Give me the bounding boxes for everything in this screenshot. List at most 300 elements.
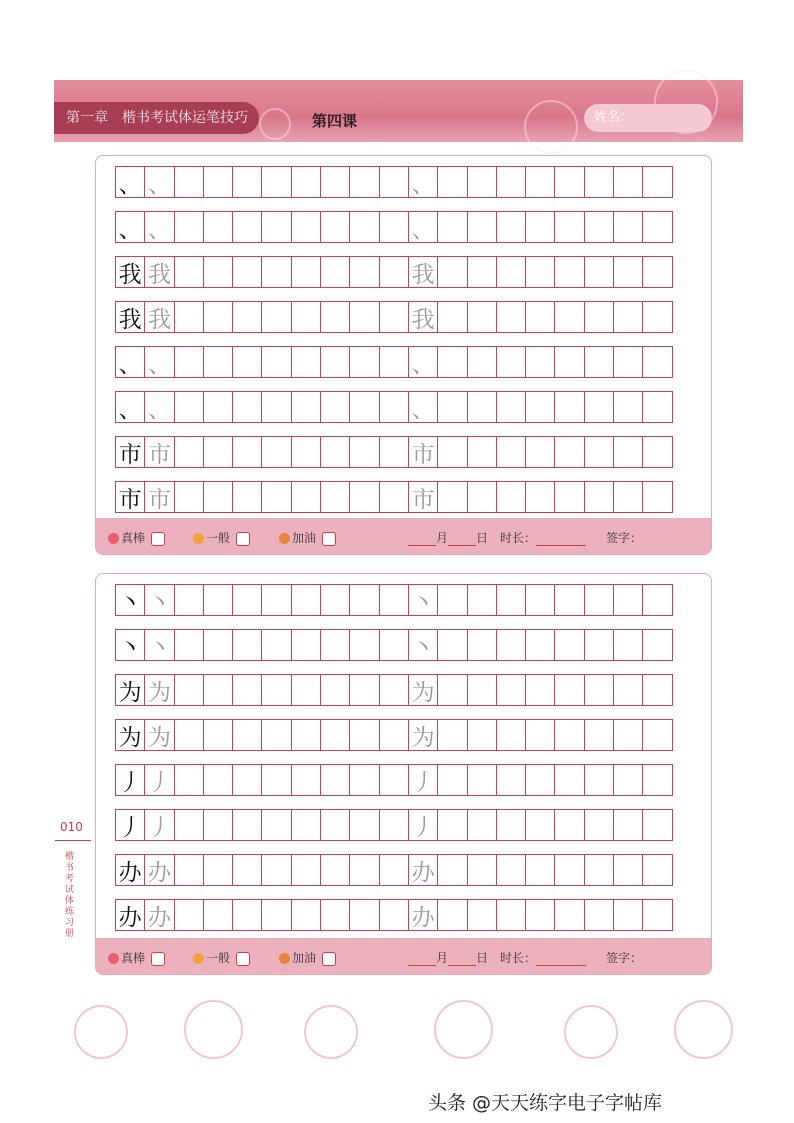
- grid-cell[interactable]: [584, 256, 614, 288]
- grid-cell[interactable]: [349, 899, 379, 931]
- trace-character[interactable]: 为: [408, 719, 438, 751]
- grid-cell[interactable]: [261, 899, 291, 931]
- grid-cell[interactable]: [174, 481, 204, 513]
- grid-cell[interactable]: [291, 346, 321, 378]
- grid-cell[interactable]: [379, 301, 409, 333]
- grid-cell[interactable]: [232, 211, 262, 243]
- grid-cell[interactable]: [613, 629, 643, 661]
- grid-cell[interactable]: [642, 674, 672, 706]
- trace-character[interactable]: 、: [144, 166, 174, 198]
- grid-cell[interactable]: [642, 301, 672, 333]
- grid-cell[interactable]: [554, 166, 584, 198]
- grid-cell[interactable]: [525, 301, 555, 333]
- grid-cell[interactable]: [349, 629, 379, 661]
- rating-more-checkbox[interactable]: [322, 952, 336, 966]
- grid-cell[interactable]: [554, 256, 584, 288]
- grid-cell[interactable]: [467, 809, 497, 841]
- trace-character[interactable]: 丿: [408, 764, 438, 796]
- trace-character[interactable]: 、: [144, 346, 174, 378]
- grid-cell[interactable]: [174, 166, 204, 198]
- grid-cell[interactable]: [642, 629, 672, 661]
- grid-cell[interactable]: [203, 436, 233, 468]
- grid-cell[interactable]: [232, 436, 262, 468]
- grid-cell[interactable]: [349, 391, 379, 423]
- grid-cell[interactable]: [554, 629, 584, 661]
- grid-cell[interactable]: [261, 391, 291, 423]
- grid-cell[interactable]: [261, 854, 291, 886]
- grid-cell[interactable]: [554, 584, 584, 616]
- grid-cell[interactable]: [291, 674, 321, 706]
- grid-cell[interactable]: [261, 301, 291, 333]
- grid-cell[interactable]: [261, 674, 291, 706]
- grid-cell[interactable]: [320, 854, 350, 886]
- trace-character[interactable]: 我: [144, 301, 174, 333]
- grid-cell[interactable]: [174, 764, 204, 796]
- grid-cell[interactable]: [613, 211, 643, 243]
- trace-character[interactable]: 丿: [408, 809, 438, 841]
- grid-cell[interactable]: [584, 346, 614, 378]
- grid-cell[interactable]: [232, 481, 262, 513]
- grid-cell[interactable]: [642, 211, 672, 243]
- model-character[interactable]: 市: [115, 436, 145, 468]
- trace-character[interactable]: 办: [144, 854, 174, 886]
- grid-cell[interactable]: [379, 719, 409, 751]
- grid-cell[interactable]: [496, 584, 526, 616]
- duration-field[interactable]: [536, 545, 586, 546]
- grid-cell[interactable]: [437, 629, 467, 661]
- grid-cell[interactable]: [642, 854, 672, 886]
- grid-cell[interactable]: [584, 584, 614, 616]
- grid-cell[interactable]: [554, 301, 584, 333]
- grid-cell[interactable]: [525, 256, 555, 288]
- grid-cell[interactable]: [232, 301, 262, 333]
- grid-cell[interactable]: [554, 391, 584, 423]
- grid-cell[interactable]: [320, 256, 350, 288]
- grid-cell[interactable]: [349, 809, 379, 841]
- grid-cell[interactable]: [174, 391, 204, 423]
- grid-cell[interactable]: [174, 346, 204, 378]
- grid-cell[interactable]: [525, 899, 555, 931]
- grid-cell[interactable]: [379, 899, 409, 931]
- grid-cell[interactable]: [349, 584, 379, 616]
- trace-character[interactable]: 市: [144, 436, 174, 468]
- grid-cell[interactable]: [437, 256, 467, 288]
- grid-cell[interactable]: [320, 719, 350, 751]
- grid-cell[interactable]: [232, 391, 262, 423]
- grid-cell[interactable]: [613, 719, 643, 751]
- trace-character[interactable]: 丿: [144, 809, 174, 841]
- grid-cell[interactable]: [232, 809, 262, 841]
- model-character[interactable]: 为: [115, 719, 145, 751]
- grid-cell[interactable]: [584, 211, 614, 243]
- model-character[interactable]: 办: [115, 899, 145, 931]
- grid-cell[interactable]: [291, 166, 321, 198]
- grid-cell[interactable]: [642, 391, 672, 423]
- rating-great-checkbox[interactable]: [151, 952, 165, 966]
- grid-cell[interactable]: [291, 899, 321, 931]
- grid-cell[interactable]: [261, 436, 291, 468]
- grid-cell[interactable]: [349, 854, 379, 886]
- grid-cell[interactable]: [613, 764, 643, 796]
- day-field[interactable]: [448, 965, 476, 966]
- grid-cell[interactable]: [437, 391, 467, 423]
- grid-cell[interactable]: [642, 256, 672, 288]
- grid-cell[interactable]: [261, 166, 291, 198]
- model-character[interactable]: 丶: [115, 584, 145, 616]
- grid-cell[interactable]: [261, 346, 291, 378]
- grid-cell[interactable]: [467, 584, 497, 616]
- grid-cell[interactable]: [291, 809, 321, 841]
- grid-cell[interactable]: [291, 301, 321, 333]
- trace-character[interactable]: 丶: [408, 584, 438, 616]
- grid-cell[interactable]: [496, 719, 526, 751]
- grid-cell[interactable]: [320, 899, 350, 931]
- grid-cell[interactable]: [320, 584, 350, 616]
- grid-cell[interactable]: [320, 629, 350, 661]
- grid-cell[interactable]: [525, 346, 555, 378]
- grid-cell[interactable]: [437, 301, 467, 333]
- grid-cell[interactable]: [467, 166, 497, 198]
- grid-cell[interactable]: [642, 584, 672, 616]
- grid-cell[interactable]: [437, 211, 467, 243]
- grid-cell[interactable]: [437, 436, 467, 468]
- grid-cell[interactable]: [613, 809, 643, 841]
- grid-cell[interactable]: [379, 256, 409, 288]
- grid-cell[interactable]: [613, 256, 643, 288]
- grid-cell[interactable]: [584, 481, 614, 513]
- grid-cell[interactable]: [467, 674, 497, 706]
- rating-ok-checkbox[interactable]: [236, 952, 250, 966]
- grid-cell[interactable]: [174, 629, 204, 661]
- grid-cell[interactable]: [525, 391, 555, 423]
- grid-cell[interactable]: [232, 899, 262, 931]
- grid-cell[interactable]: [203, 719, 233, 751]
- grid-cell[interactable]: [642, 346, 672, 378]
- grid-cell[interactable]: [203, 301, 233, 333]
- grid-cell[interactable]: [467, 719, 497, 751]
- grid-cell[interactable]: [584, 809, 614, 841]
- grid-cell[interactable]: [232, 854, 262, 886]
- grid-cell[interactable]: [584, 629, 614, 661]
- grid-cell[interactable]: [496, 391, 526, 423]
- grid-cell[interactable]: [613, 481, 643, 513]
- grid-cell[interactable]: [261, 809, 291, 841]
- grid-cell[interactable]: [379, 481, 409, 513]
- grid-cell[interactable]: [232, 719, 262, 751]
- grid-cell[interactable]: [525, 436, 555, 468]
- grid-cell[interactable]: [496, 764, 526, 796]
- trace-character[interactable]: 办: [144, 899, 174, 931]
- grid-cell[interactable]: [437, 854, 467, 886]
- grid-cell[interactable]: [379, 391, 409, 423]
- month-field[interactable]: [408, 965, 436, 966]
- grid-cell[interactable]: [437, 166, 467, 198]
- trace-character[interactable]: 丶: [408, 629, 438, 661]
- grid-cell[interactable]: [261, 719, 291, 751]
- grid-cell[interactable]: [525, 211, 555, 243]
- grid-cell[interactable]: [525, 481, 555, 513]
- grid-cell[interactable]: [613, 301, 643, 333]
- grid-cell[interactable]: [174, 719, 204, 751]
- grid-cell[interactable]: [642, 899, 672, 931]
- grid-cell[interactable]: [203, 854, 233, 886]
- grid-cell[interactable]: [291, 481, 321, 513]
- grid-cell[interactable]: [467, 256, 497, 288]
- grid-cell[interactable]: [379, 629, 409, 661]
- grid-cell[interactable]: [525, 584, 555, 616]
- grid-cell[interactable]: [525, 809, 555, 841]
- grid-cell[interactable]: [613, 854, 643, 886]
- trace-character[interactable]: 为: [408, 674, 438, 706]
- trace-character[interactable]: 为: [144, 674, 174, 706]
- trace-character[interactable]: 办: [408, 899, 438, 931]
- grid-cell[interactable]: [613, 166, 643, 198]
- grid-cell[interactable]: [437, 719, 467, 751]
- grid-cell[interactable]: [525, 719, 555, 751]
- grid-cell[interactable]: [496, 346, 526, 378]
- grid-cell[interactable]: [379, 211, 409, 243]
- grid-cell[interactable]: [349, 346, 379, 378]
- model-character[interactable]: 、: [115, 166, 145, 198]
- grid-cell[interactable]: [349, 764, 379, 796]
- trace-character[interactable]: 、: [144, 391, 174, 423]
- grid-cell[interactable]: [320, 674, 350, 706]
- grid-cell[interactable]: [174, 256, 204, 288]
- grid-cell[interactable]: [613, 436, 643, 468]
- grid-cell[interactable]: [203, 674, 233, 706]
- grid-cell[interactable]: [320, 301, 350, 333]
- grid-cell[interactable]: [320, 166, 350, 198]
- grid-cell[interactable]: [554, 854, 584, 886]
- grid-cell[interactable]: [261, 481, 291, 513]
- grid-cell[interactable]: [437, 346, 467, 378]
- grid-cell[interactable]: [174, 809, 204, 841]
- grid-cell[interactable]: [554, 899, 584, 931]
- grid-cell[interactable]: [554, 719, 584, 751]
- grid-cell[interactable]: [584, 719, 614, 751]
- grid-cell[interactable]: [437, 674, 467, 706]
- trace-character[interactable]: 办: [408, 854, 438, 886]
- grid-cell[interactable]: [496, 481, 526, 513]
- grid-cell[interactable]: [379, 764, 409, 796]
- rating-more-checkbox[interactable]: [322, 532, 336, 546]
- grid-cell[interactable]: [203, 584, 233, 616]
- grid-cell[interactable]: [349, 301, 379, 333]
- grid-cell[interactable]: [261, 764, 291, 796]
- grid-cell[interactable]: [174, 301, 204, 333]
- trace-character[interactable]: 市: [408, 481, 438, 513]
- grid-cell[interactable]: [525, 854, 555, 886]
- grid-cell[interactable]: [379, 436, 409, 468]
- grid-cell[interactable]: [232, 584, 262, 616]
- grid-cell[interactable]: [203, 764, 233, 796]
- grid-cell[interactable]: [584, 301, 614, 333]
- grid-cell[interactable]: [496, 211, 526, 243]
- grid-cell[interactable]: [379, 346, 409, 378]
- grid-cell[interactable]: [291, 854, 321, 886]
- model-character[interactable]: 为: [115, 674, 145, 706]
- grid-cell[interactable]: [320, 436, 350, 468]
- trace-character[interactable]: 市: [408, 436, 438, 468]
- grid-cell[interactable]: [613, 391, 643, 423]
- grid-cell[interactable]: [261, 629, 291, 661]
- grid-cell[interactable]: [642, 436, 672, 468]
- grid-cell[interactable]: [496, 899, 526, 931]
- grid-cell[interactable]: [379, 674, 409, 706]
- model-character[interactable]: 市: [115, 481, 145, 513]
- grid-cell[interactable]: [349, 674, 379, 706]
- trace-character[interactable]: 、: [144, 211, 174, 243]
- grid-cell[interactable]: [496, 256, 526, 288]
- grid-cell[interactable]: [496, 629, 526, 661]
- grid-cell[interactable]: [437, 899, 467, 931]
- grid-cell[interactable]: [291, 256, 321, 288]
- day-field[interactable]: [448, 545, 476, 546]
- grid-cell[interactable]: [525, 629, 555, 661]
- grid-cell[interactable]: [320, 211, 350, 243]
- grid-cell[interactable]: [379, 809, 409, 841]
- model-character[interactable]: 、: [115, 346, 145, 378]
- grid-cell[interactable]: [496, 436, 526, 468]
- grid-cell[interactable]: [232, 629, 262, 661]
- grid-cell[interactable]: [467, 301, 497, 333]
- grid-cell[interactable]: [261, 256, 291, 288]
- grid-cell[interactable]: [232, 256, 262, 288]
- grid-cell[interactable]: [261, 584, 291, 616]
- grid-cell[interactable]: [467, 211, 497, 243]
- grid-cell[interactable]: [203, 211, 233, 243]
- grid-cell[interactable]: [525, 674, 555, 706]
- grid-cell[interactable]: [554, 674, 584, 706]
- grid-cell[interactable]: [554, 481, 584, 513]
- trace-character[interactable]: 我: [408, 256, 438, 288]
- grid-cell[interactable]: [174, 674, 204, 706]
- grid-cell[interactable]: [496, 674, 526, 706]
- grid-cell[interactable]: [554, 436, 584, 468]
- grid-cell[interactable]: [437, 584, 467, 616]
- grid-cell[interactable]: [232, 674, 262, 706]
- grid-cell[interactable]: [349, 211, 379, 243]
- model-character[interactable]: 办: [115, 854, 145, 886]
- grid-cell[interactable]: [642, 719, 672, 751]
- grid-cell[interactable]: [232, 764, 262, 796]
- grid-cell[interactable]: [203, 899, 233, 931]
- grid-cell[interactable]: [203, 629, 233, 661]
- grid-cell[interactable]: [554, 211, 584, 243]
- grid-cell[interactable]: [203, 481, 233, 513]
- grid-cell[interactable]: [525, 166, 555, 198]
- model-character[interactable]: 丿: [115, 764, 145, 796]
- grid-cell[interactable]: [437, 481, 467, 513]
- model-character[interactable]: 我: [115, 256, 145, 288]
- grid-cell[interactable]: [467, 391, 497, 423]
- grid-cell[interactable]: [496, 809, 526, 841]
- grid-cell[interactable]: [349, 481, 379, 513]
- grid-cell[interactable]: [467, 764, 497, 796]
- grid-cell[interactable]: [203, 256, 233, 288]
- grid-cell[interactable]: [584, 674, 614, 706]
- model-character[interactable]: 、: [115, 391, 145, 423]
- grid-cell[interactable]: [584, 166, 614, 198]
- model-character[interactable]: 我: [115, 301, 145, 333]
- grid-cell[interactable]: [437, 764, 467, 796]
- trace-character[interactable]: 丿: [144, 764, 174, 796]
- grid-cell[interactable]: [379, 854, 409, 886]
- grid-cell[interactable]: [349, 256, 379, 288]
- month-field[interactable]: [408, 545, 436, 546]
- grid-cell[interactable]: [613, 584, 643, 616]
- trace-character[interactable]: 、: [408, 211, 438, 243]
- grid-cell[interactable]: [467, 629, 497, 661]
- trace-character[interactable]: 市: [144, 481, 174, 513]
- grid-cell[interactable]: [642, 809, 672, 841]
- grid-cell[interactable]: [437, 809, 467, 841]
- grid-cell[interactable]: [320, 346, 350, 378]
- grid-cell[interactable]: [232, 166, 262, 198]
- trace-character[interactable]: 丶: [144, 629, 174, 661]
- grid-cell[interactable]: [291, 391, 321, 423]
- grid-cell[interactable]: [174, 854, 204, 886]
- grid-cell[interactable]: [584, 391, 614, 423]
- model-character[interactable]: 、: [115, 211, 145, 243]
- grid-cell[interactable]: [203, 346, 233, 378]
- grid-cell[interactable]: [320, 809, 350, 841]
- trace-character[interactable]: 为: [144, 719, 174, 751]
- grid-cell[interactable]: [467, 436, 497, 468]
- grid-cell[interactable]: [642, 481, 672, 513]
- grid-cell[interactable]: [291, 584, 321, 616]
- grid-cell[interactable]: [379, 584, 409, 616]
- grid-cell[interactable]: [291, 436, 321, 468]
- trace-character[interactable]: 、: [408, 346, 438, 378]
- grid-cell[interactable]: [554, 809, 584, 841]
- grid-cell[interactable]: [496, 166, 526, 198]
- grid-cell[interactable]: [232, 346, 262, 378]
- grid-cell[interactable]: [203, 809, 233, 841]
- grid-cell[interactable]: [320, 764, 350, 796]
- model-character[interactable]: 丶: [115, 629, 145, 661]
- grid-cell[interactable]: [291, 629, 321, 661]
- grid-cell[interactable]: [642, 764, 672, 796]
- grid-cell[interactable]: [525, 764, 555, 796]
- rating-great-checkbox[interactable]: [151, 532, 165, 546]
- grid-cell[interactable]: [291, 719, 321, 751]
- grid-cell[interactable]: [584, 436, 614, 468]
- trace-character[interactable]: 我: [408, 301, 438, 333]
- grid-cell[interactable]: [320, 481, 350, 513]
- grid-cell[interactable]: [467, 854, 497, 886]
- grid-cell[interactable]: [496, 854, 526, 886]
- grid-cell[interactable]: [203, 391, 233, 423]
- grid-cell[interactable]: [584, 899, 614, 931]
- grid-cell[interactable]: [613, 674, 643, 706]
- grid-cell[interactable]: [642, 166, 672, 198]
- grid-cell[interactable]: [349, 166, 379, 198]
- grid-cell[interactable]: [613, 346, 643, 378]
- grid-cell[interactable]: [584, 764, 614, 796]
- rating-ok-checkbox[interactable]: [236, 532, 250, 546]
- grid-cell[interactable]: [467, 899, 497, 931]
- grid-cell[interactable]: [379, 166, 409, 198]
- grid-cell[interactable]: [261, 211, 291, 243]
- grid-cell[interactable]: [291, 764, 321, 796]
- name-field[interactable]: 姓名：: [584, 104, 712, 132]
- grid-cell[interactable]: [467, 346, 497, 378]
- grid-cell[interactable]: [613, 899, 643, 931]
- trace-character[interactable]: 我: [144, 256, 174, 288]
- grid-cell[interactable]: [554, 346, 584, 378]
- model-character[interactable]: 丿: [115, 809, 145, 841]
